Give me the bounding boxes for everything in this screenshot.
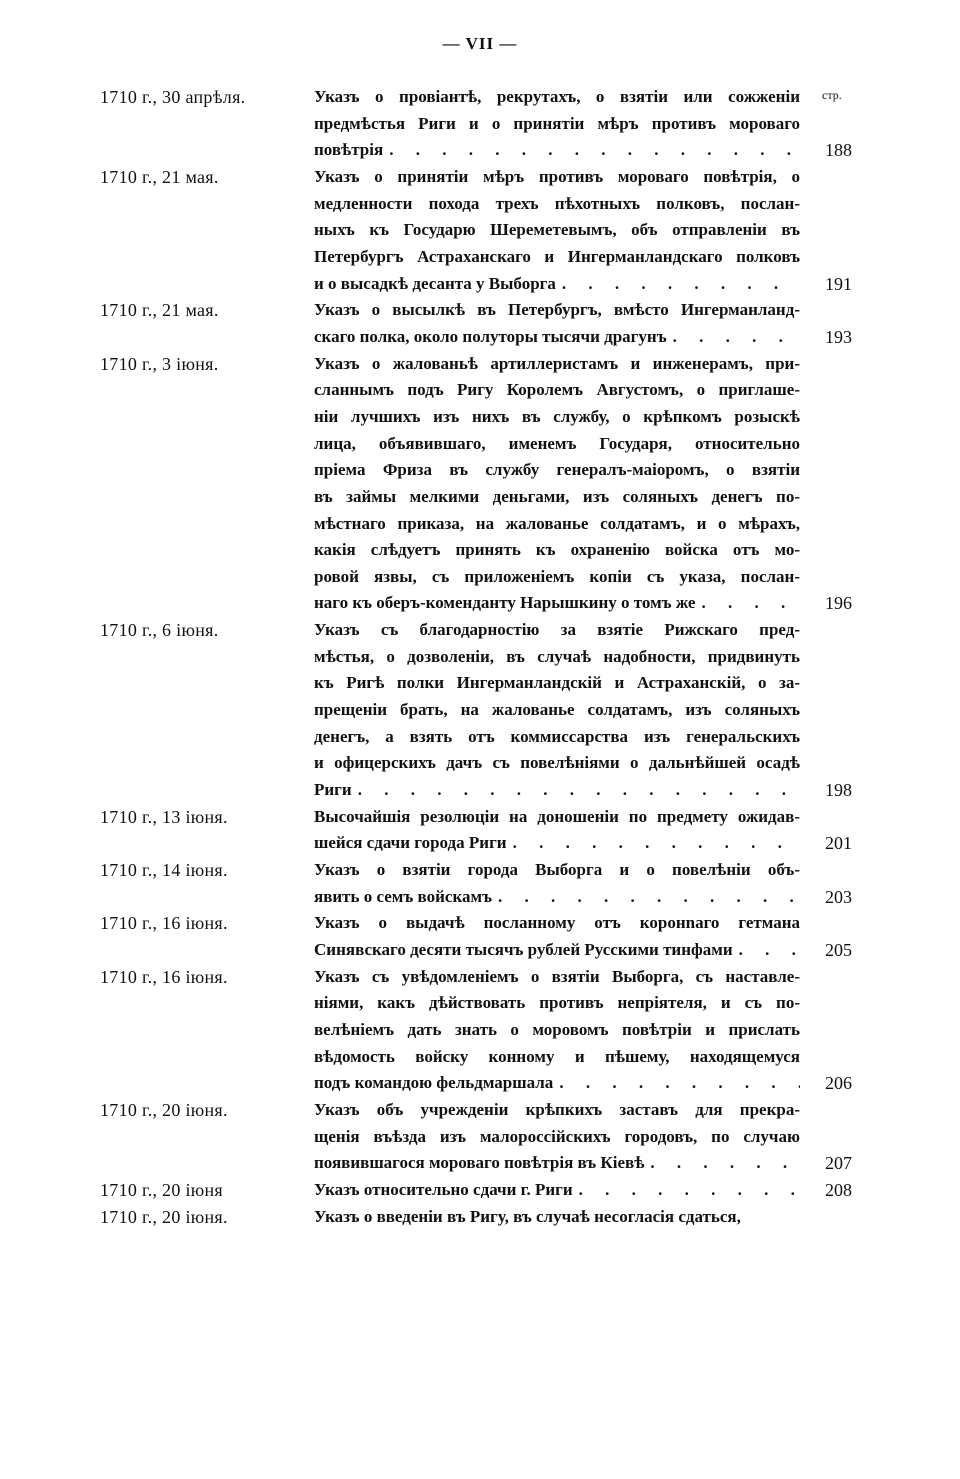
entry-text-line: Синявскаго десяти тысячъ рублей Русскими тинфами [314,940,733,959]
toc-line [100,137,852,164]
entry-text-line: какія слѣдуетъ принять къ охраненію войска отъ мо- [314,540,800,560]
dot-leader [559,1070,800,1097]
toc-line [100,697,852,724]
entry-text-line: Петербургъ Астраханскаго и Ингерманландскаго полковъ [314,246,800,266]
toc-line [100,857,852,884]
toc-entry [100,1097,852,1177]
entry-text [314,670,800,697]
toc-line [100,1017,852,1044]
entry-text [314,750,800,777]
entry-text [314,910,800,937]
entry-text-line: Указъ о высылкѣ въ Петербургъ, вмѣсто Ингерманланд- [314,300,800,320]
entry-date: 1710 г., 21 мая. [100,166,219,187]
toc-line [100,564,852,591]
entry-text-line: Высочайшія резолюціи на доношеніи по предмету ожидав- [314,806,800,826]
toc-line [100,404,852,431]
entry-date: 1710 г., 13 іюня. [100,806,228,827]
entry-text [314,511,800,538]
toc-line [100,351,852,378]
entry-date: 1710 г., 14 іюня. [100,860,228,881]
entry-text-line: Указъ съ благодарностію за взятіе Рижскаго пред- [314,620,800,640]
dot-leader [358,777,800,804]
entry-text-line: пріема Фриза въ службу генералъ-маіоромъ, о взятіи [314,460,800,480]
dot-leader [389,137,800,164]
entry-text [314,590,800,617]
page-header-roman-numeral: — VII — [442,34,518,53]
toc-line [100,511,852,538]
entry-text-line: въ займы мелкими деньгами, изъ соляныхъ денегъ по- [314,486,800,506]
entry-text-line: и офицерскихъ дачъ съ повелѣніями о дальнѣйшей осадѣ [314,753,800,773]
entry-text-line: лица, объявившаго, именемъ Государя, относительно [314,433,800,453]
entry-page-number: 207 [825,1153,852,1174]
toc-line [100,617,852,644]
entry-text-line: велѣніемъ дать знать о моровомъ повѣтріи и прислать [314,1019,800,1039]
toc-line [100,884,852,911]
toc-line [100,244,852,271]
toc-line [100,217,852,244]
toc-line [100,484,852,511]
toc-line [100,1204,852,1231]
entry-date: 1710 г., 21 мая. [100,300,219,321]
entry-text-line: Указъ о жалованьѣ артиллеристамъ и инженерамъ, при- [314,353,800,373]
entry-text-line: явить о семъ войскамъ [314,886,492,906]
toc-line [100,990,852,1017]
entry-text [314,457,800,484]
entry-text [314,1070,800,1097]
dot-leader [701,590,800,617]
entry-text [314,377,800,404]
toc-line [100,777,852,804]
entry-text-line: скаго полка, около полуторы тысячи драгунъ [314,326,667,346]
toc-line [100,1044,852,1071]
entry-date: 1710 г., 30 апрѣля. [100,87,246,107]
entry-text [314,1017,800,1044]
toc-line [100,590,852,617]
entry-text-line: появившагося мороваго повѣтрія въ Кіевѣ [314,1153,645,1173]
entry-page-number: 198 [825,780,852,801]
dot-leader [498,884,800,911]
dot-leader [739,937,800,964]
entry-date: 1710 г., 16 іюня. [100,966,228,987]
entry-text-line: повѣтрія [314,140,384,160]
entry-text [314,244,800,271]
toc-line [100,804,852,831]
entry-text [314,84,800,111]
entry-text [314,271,800,298]
entry-text [314,351,800,378]
toc-entry [100,351,852,618]
entry-text [314,617,800,644]
entry-text [314,431,800,458]
toc-line [100,670,852,697]
toc-line [100,111,852,138]
toc-entry [100,297,852,350]
entry-text [314,964,800,991]
toc-line [100,457,852,484]
entry-text [314,164,800,191]
entry-text [314,1124,800,1151]
toc-entry [100,1204,852,1231]
dot-leader [650,1150,800,1177]
toc-line [100,1097,852,1124]
toc-line [100,750,852,777]
entry-text [314,324,800,351]
toc-line [100,1124,852,1151]
entry-text-line: медленности похода трехъ пѣхотныхъ полковъ, послан- [314,193,800,213]
toc-entry [100,910,852,963]
entry-text-line: подъ командою фельдмаршала [314,1073,554,1093]
dot-leader [673,324,800,351]
entry-date: 1710 г., 6 іюня. [100,620,219,641]
entry-text-line: денегъ, а взять отъ коммиссарства изъ генеральскихъ [314,726,800,746]
toc-line [100,644,852,671]
toc-entry [100,857,852,910]
entry-page-number: 201 [825,833,852,854]
entry-page-number: 193 [825,326,852,347]
entry-text-line: ровой язвы, съ приложеніемъ копіи съ указа, послан- [314,566,800,586]
entry-text-line: мѣстья, о дозволеніи, въ случаѣ надобности, придвинуть [314,646,800,666]
toc-line [100,1150,852,1177]
entry-text-line: Указъ о принятіи мѣръ противъ мороваго повѣтрія, о [314,166,800,186]
entry-text [314,937,800,964]
entry-text [314,830,800,857]
entry-text-line: мѣстнаго приказа, на жалованье солдатамъ, и о мѣрахъ, [314,513,800,533]
entry-text-line: щенія въѣзда изъ малороссійскихъ городовъ, по случаю [314,1126,800,1146]
entry-text-line: Указъ съ увѣдомленіемъ о взятіи Выборга, съ наставле- [314,966,800,986]
toc-line [100,830,852,857]
toc-entry [100,164,852,297]
entry-page-number: 203 [825,886,852,907]
entry-page-number: 206 [825,1073,852,1094]
toc-line [100,724,852,751]
entry-text-line: прещеніи брать, на жалованье солдатамъ, изъ соляныхъ [314,700,800,720]
entry-text [314,404,800,431]
toc-line [100,1177,852,1204]
entry-text [314,537,800,564]
entry-text-line: Риги [314,780,352,800]
entry-text [314,884,800,911]
entry-text [314,724,800,751]
entry-text [314,564,800,591]
entry-text [314,1204,800,1231]
entry-page-number: 191 [825,273,852,294]
toc-line [100,297,852,324]
entry-text [314,1150,800,1177]
toc-line [100,937,852,964]
toc-line [100,910,852,937]
entry-text [314,297,800,324]
page-column-label: стр. [822,88,842,102]
entry-text [314,137,800,164]
entry-text-line: Указъ о взятіи города Выборга и о повелѣніи объ- [314,860,800,880]
entry-page-number: 188 [825,140,852,161]
entry-text [314,217,800,244]
entry-text [314,644,800,671]
entry-date: 1710 г., 16 іюня. [100,913,228,934]
entry-text-line: ніями, какъ дѣйствовать противъ непріятеля, и съ по- [314,993,800,1013]
toc-entry [100,1177,852,1204]
entry-page-number: 196 [825,593,852,614]
entry-text-line: Указъ объ учрежденіи крѣпкихъ заставъ для прекра- [314,1099,800,1119]
entry-text-line: вѣдомость войску конному и пѣшему, находящемуся [314,1046,800,1066]
toc-line [100,84,852,111]
toc-line [100,191,852,218]
entry-text-line: Указъ о выдачѣ посланному отъ коронnаго гетмана [314,913,800,933]
entry-date: 1710 г., 20 іюня [100,1179,224,1200]
toc-line [100,164,852,191]
entry-text-line: шейся сдачи города Риги [314,833,507,853]
entry-text [314,697,800,724]
toc-entry [100,617,852,804]
entry-text-line: къ Ригѣ полки Ингерманландскій и Астраханскій, о за- [314,673,800,693]
entry-text-line: ніи лучшихъ изъ нихъ въ службу, о крѣпкомъ розыскѣ [314,406,800,426]
toc-line [100,431,852,458]
entry-text [314,1177,800,1204]
entry-text-line: сланнымъ подъ Ригу Королемъ Августомъ, о приглаше- [314,380,800,400]
entry-text-line: Указъ о введеніи въ Ригу, въ случаѣ несогласія сдаться, [314,1206,741,1226]
toc-line [100,377,852,404]
toc-line [100,964,852,991]
entry-text [314,990,800,1017]
entry-text [314,777,800,804]
entry-text-line: ныхъ къ Государю Шереметевымъ, объ отправленіи въ [314,220,800,240]
entry-page-number: 205 [825,940,852,960]
dot-leader [513,830,800,857]
entry-text-line: предмѣстья Риги и о принятіи мѣръ противъ мороваго [314,113,800,133]
toc-line [100,271,852,298]
dot-leader [562,271,800,298]
entry-date: 1710 г., 20 іюня. [100,1099,228,1120]
table-of-contents [100,84,852,1230]
toc-line [100,324,852,351]
entry-text [314,111,800,138]
entry-text [314,484,800,511]
entry-text-line: и о высадкѣ десанта у Выборга [314,273,556,293]
entry-text [314,1044,800,1071]
entry-date: 1710 г., 3 іюня. [100,353,219,374]
entry-text [314,804,800,831]
toc-entry [100,804,852,857]
entry-text-line: Указъ о провіантѣ, рекрутахъ, о взятіи или сожженіи [314,87,800,106]
entry-text-line: Указъ относительно сдачи г. Риги [314,1179,573,1199]
toc-entry [100,84,852,164]
dot-leader [579,1177,800,1204]
entry-text-line: наго къ оберъ-коменданту Нарышкину о томъ же [314,593,696,613]
entry-text [314,1097,800,1124]
entry-text [314,857,800,884]
toc-entry [100,964,852,1097]
entry-page-number: 208 [825,1179,852,1200]
entry-text [314,191,800,218]
entry-date: 1710 г., 20 іюня. [100,1206,228,1227]
toc-line [100,1070,852,1097]
toc-line [100,537,852,564]
